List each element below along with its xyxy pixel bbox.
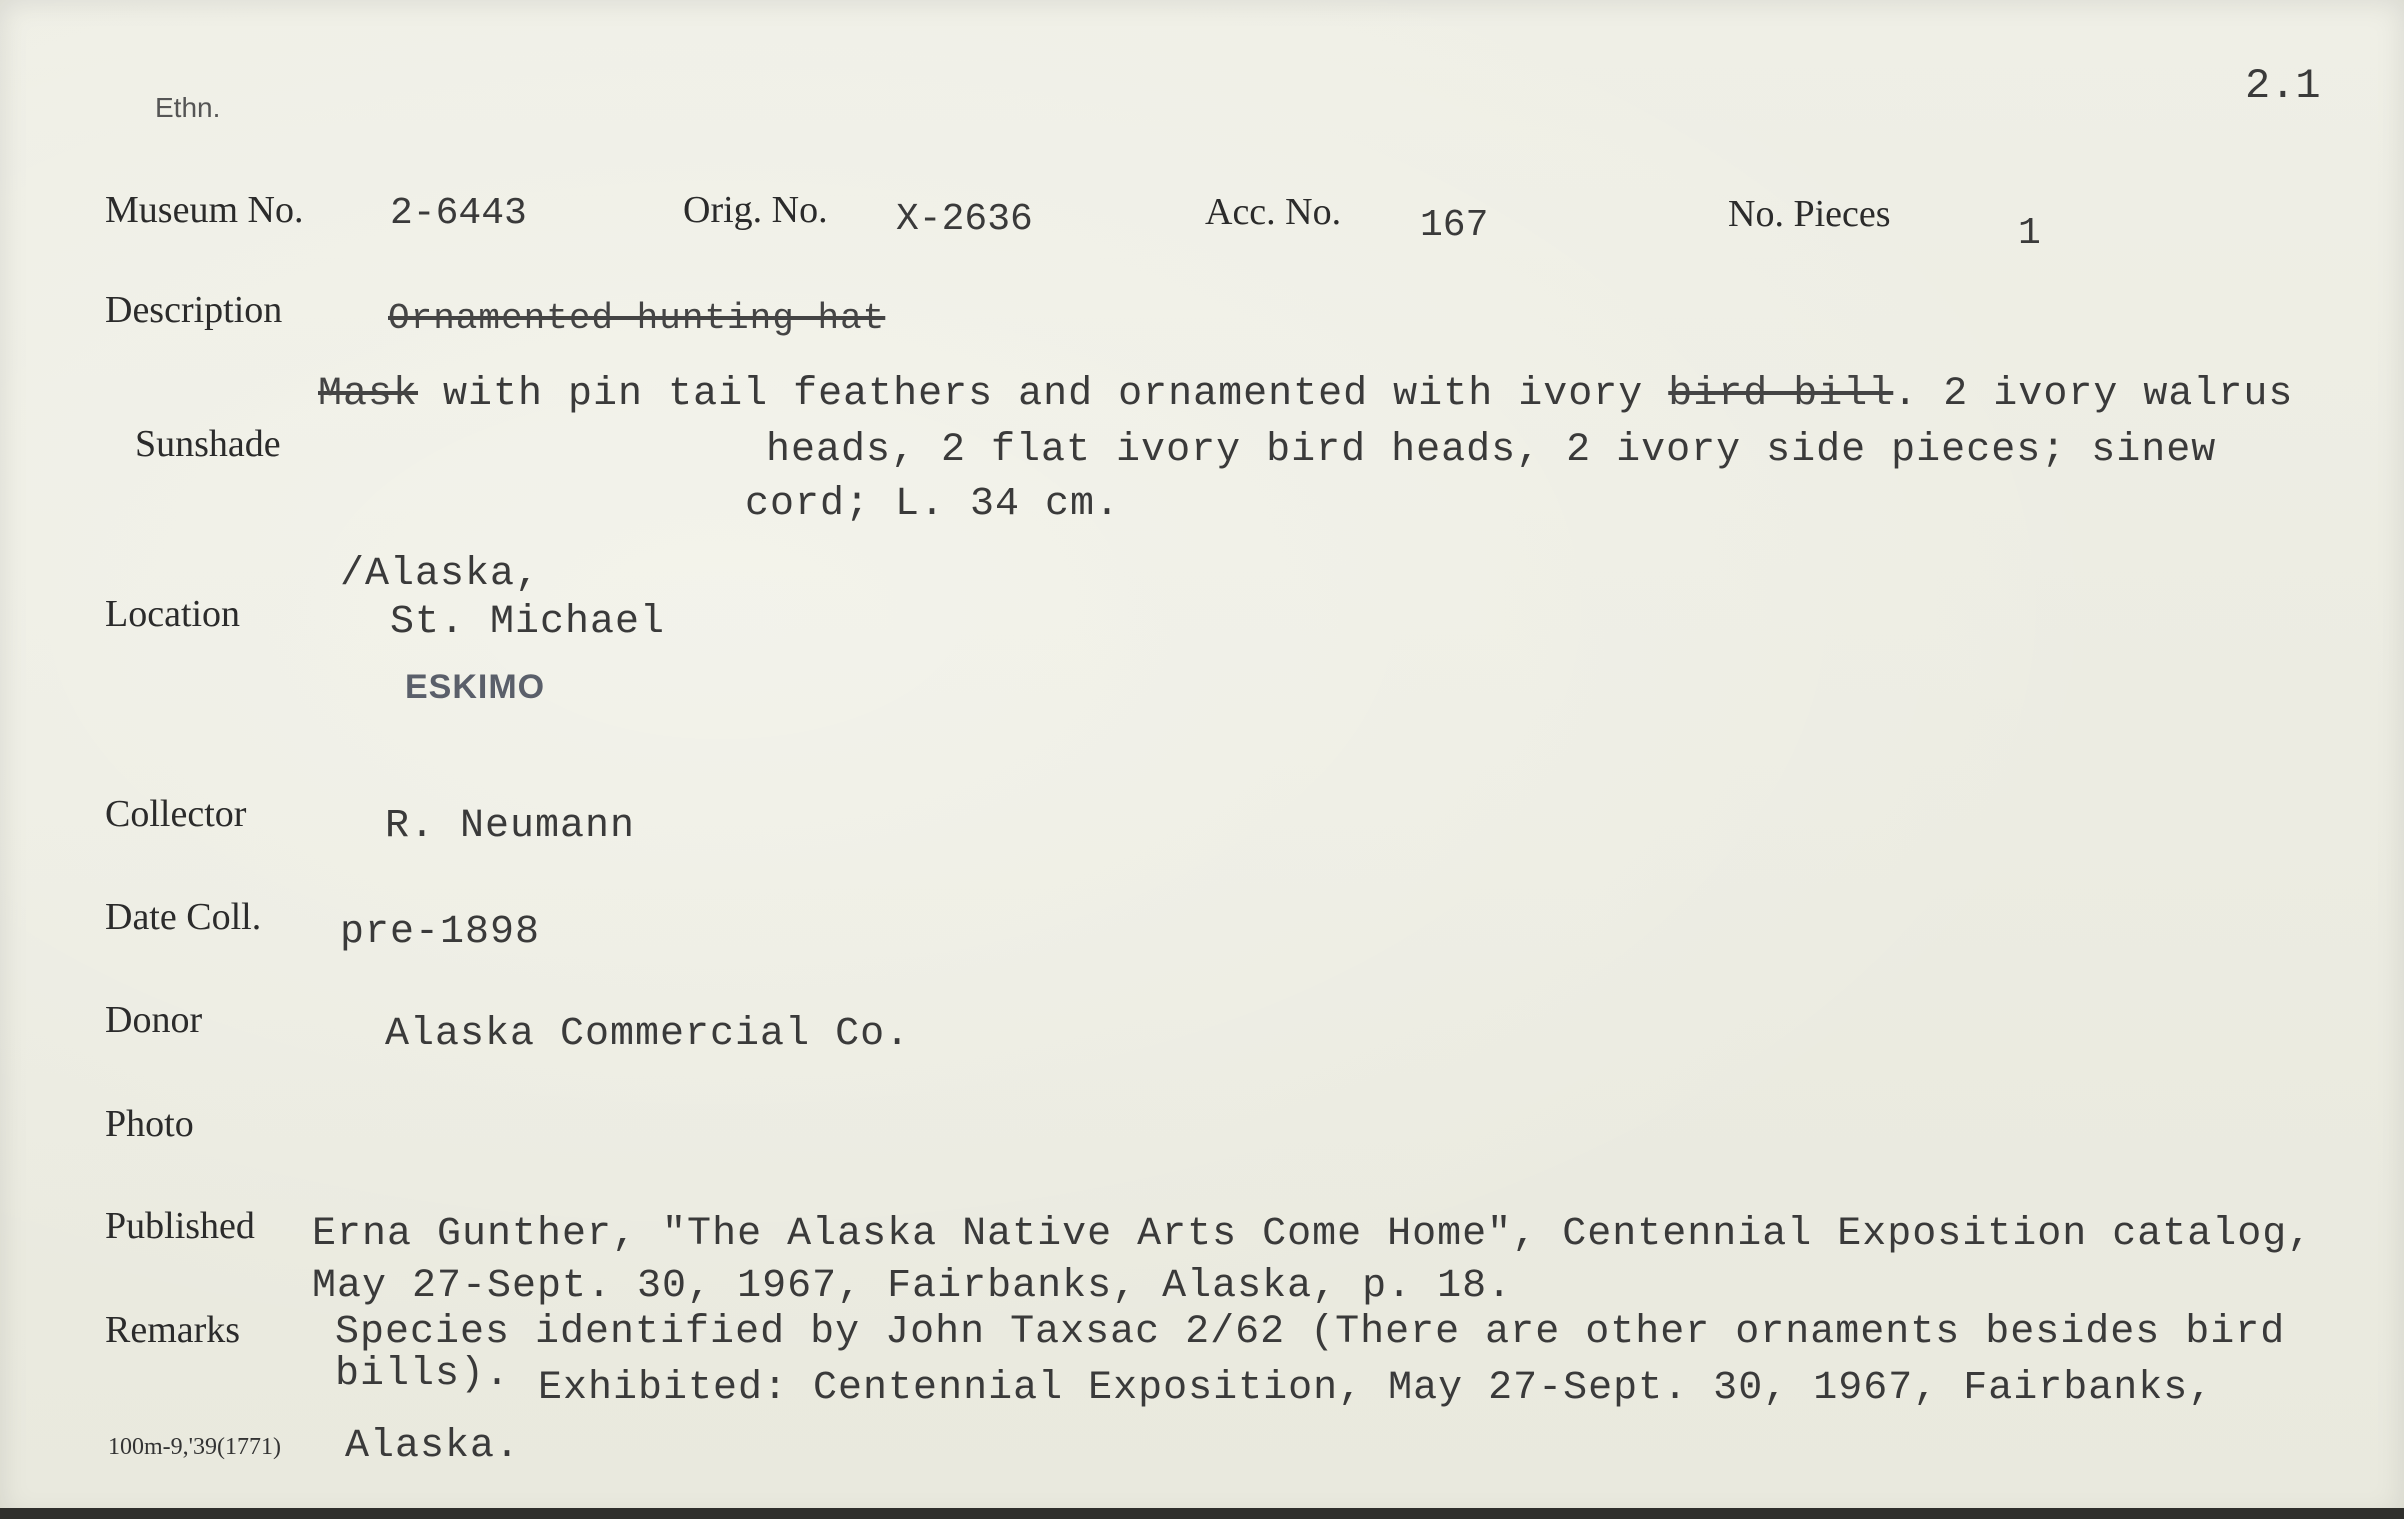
location-line-2: St. Michael	[390, 600, 666, 645]
print-code: 100m-9,'39(1771)	[108, 1434, 281, 1460]
description-line-1-end: 2 ivory walrus	[1943, 372, 2294, 417]
culture-stamp: ESKIMO	[405, 668, 546, 706]
remarks-line-2b: Exhibited: Centennial Exposition, May 27-Sept. 30, 1967, Fairbanks,	[538, 1366, 2214, 1411]
description-line-1-text: with pin tail feathers and ornamented with ivory	[443, 372, 1644, 417]
no-pieces-label: No. Pieces	[1728, 193, 1891, 235]
remarks-label: Remarks	[105, 1309, 241, 1351]
remarks-line-2a: bills).	[335, 1352, 511, 1397]
donor-label: Donor	[105, 999, 203, 1041]
acc-no-label: Acc. No.	[1205, 191, 1342, 233]
orig-no-value: X-2636	[896, 198, 1033, 241]
collector-value: R. Neumann	[385, 804, 636, 849]
museum-no-value: 2-6443	[390, 192, 527, 235]
description-struck-text: Ornamented hunting hat	[388, 298, 886, 339]
acc-no-value: 167	[1420, 204, 1489, 247]
date-collected-value: pre-1898	[340, 910, 541, 955]
struck-word-bird-bill: bird bill	[1668, 372, 1894, 417]
published-line-1: Erna Gunther, "The Alaska Native Arts Come Home", Centennial Exposition catalog,	[312, 1212, 2313, 1257]
struck-word-mask: Mask	[318, 372, 419, 417]
scan-border	[0, 1508, 2404, 1519]
description-line-3: cord; L. 34 cm.	[745, 482, 1121, 527]
remarks-line-1: Species identified by John Taxsac 2/62 (There are other ornaments besides bird	[335, 1310, 2286, 1355]
card-number: 2.1	[2245, 62, 2321, 110]
date-collected-label: Date Coll.	[105, 896, 262, 938]
no-pieces-value: 1	[2018, 212, 2041, 255]
photo-label: Photo	[105, 1103, 194, 1145]
orig-no-label: Orig. No.	[683, 189, 828, 231]
location-label: Location	[105, 593, 241, 635]
description-line-1: Mask with pin tail feathers and ornamented with ivory bird bill. 2 ivory walrus	[318, 372, 2294, 417]
collector-label: Collector	[105, 793, 247, 835]
remarks-line-3: Alaska.	[345, 1424, 521, 1469]
published-label: Published	[105, 1205, 255, 1247]
description-label: Description	[105, 289, 283, 331]
museum-no-label: Museum No.	[105, 189, 304, 231]
description-line-2: heads, 2 flat ivory bird heads, 2 ivory side pieces; sinew	[766, 428, 2217, 473]
location-line-1: /Alaska,	[340, 552, 541, 597]
object-name: Sunshade	[135, 423, 281, 465]
department-label: Ethn.	[155, 92, 221, 123]
published-line-2: May 27-Sept. 30, 1967, Fairbanks, Alaska, p. 18.	[312, 1264, 1513, 1309]
donor-value: Alaska Commercial Co.	[385, 1012, 911, 1057]
